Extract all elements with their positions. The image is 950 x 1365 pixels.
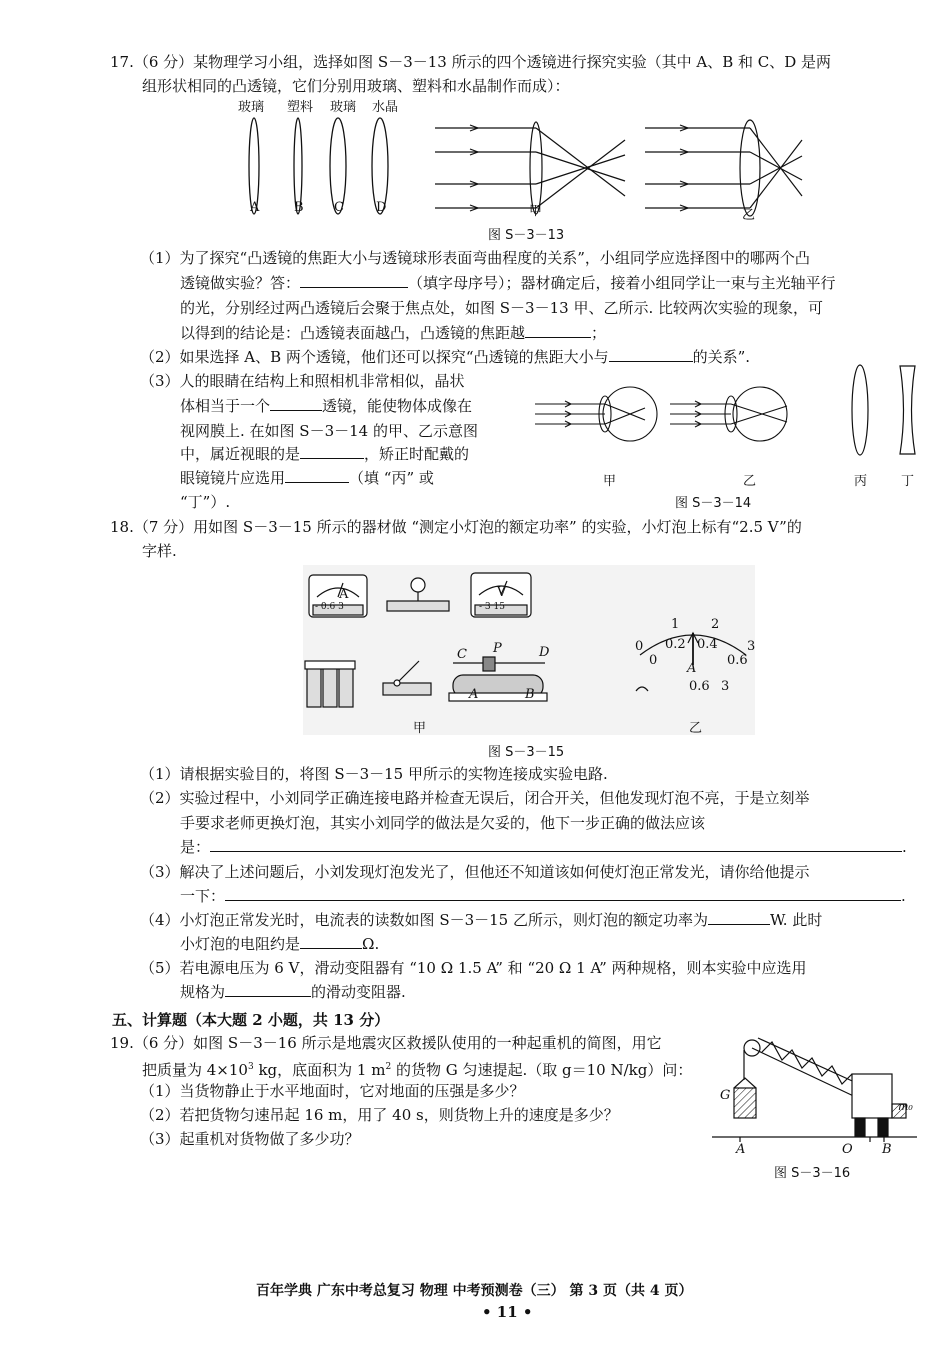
q19-line1: 19.（6 分）如图 S－3－16 所示是地震灾区救援队使用的一种起重机的简图，用它 bbox=[110, 1034, 662, 1052]
question-18 bbox=[110, 517, 920, 567]
dial-tick-06: 0.6 bbox=[727, 653, 748, 668]
cargo-g bbox=[734, 1088, 756, 1118]
lens-bing bbox=[852, 365, 868, 455]
q18-p2-line1: （2）实验过程中，小刘同学正确连接电路并检查无误后，闭合开关，但他发现灯泡不亮，于是立刻举 bbox=[140, 789, 810, 807]
dial-tick-1: 1 bbox=[671, 617, 680, 632]
lens-ding bbox=[900, 366, 915, 454]
answer-blank-10[interactable] bbox=[300, 934, 362, 949]
figure-s3-16 bbox=[712, 1030, 922, 1180]
question-19: 19.（6 分）如图 S－3－16 所示是地震灾区救援队使用的一种起重机的简图，用它 把质量为 $4\times 10^3$ kg，底面积为 1 $m^2$ 的货物 G 匀速提起.（取 g＝10 N/kg）问： （1）当货物静止于水平地面时，它对地面的压强是多少？ （2）若把货物匀速吊起 16 m，用了 40 s，则货物上升的速度是多少？ （3）起重机对货物做了多少功？ bbox=[110, 1034, 693, 1148]
caption-s3-15: 图 S－3－15 bbox=[488, 745, 565, 760]
rheostat-a: A bbox=[469, 687, 479, 702]
eye-yi bbox=[670, 387, 787, 441]
crane-diagram bbox=[712, 1030, 922, 1160]
voltmeter-letter: V bbox=[497, 585, 507, 600]
crane-label-m0: m₀ bbox=[898, 1100, 913, 1113]
rheostat-p: P bbox=[493, 641, 502, 656]
lens-material-d: 水晶 bbox=[372, 100, 399, 115]
q17-p1-line4: 以得到的结论是：凸透镜表面越凸，凸透镜的焦距越 ； bbox=[180, 324, 607, 342]
q18-p5-line1: （5）若电源电压为 6 V，滑动变阻器有 “10 Ω 1.5 A” 和 “20 Ω 1 A” 两种规格，则本实验中应选用 bbox=[140, 959, 807, 977]
dial-tick-3: 3 bbox=[747, 639, 756, 654]
caption-s3-16: 图 S－3－16 bbox=[774, 1166, 851, 1181]
ammeter-scale: - 0.6 3 bbox=[315, 602, 344, 612]
lens-letter-d: D bbox=[376, 200, 387, 215]
q17-p1-line3: 的光，分别经过两凸透镜后会聚于焦点处，如图 S－3－13 甲、乙所示. 比较两次实验的现象，可 bbox=[180, 299, 823, 317]
section-5-heading: 五、计算题（本大题 2 小题，共 13 分） bbox=[112, 1011, 390, 1029]
footer-line: 百年学典 广东中考总复习 物理 中考预测卷（三） 第 3 页（共 4 页） bbox=[256, 1283, 693, 1299]
q19-p1: （1）当货物静止于水平地面时，它对地面的压强是多少？ bbox=[140, 1082, 525, 1100]
answer-blank-2[interactable] bbox=[525, 323, 591, 338]
eye-diagram bbox=[535, 362, 925, 512]
answer-blank-4[interactable] bbox=[270, 396, 322, 411]
lens-material-c: 玻璃 bbox=[330, 100, 357, 115]
boom-truss bbox=[762, 1042, 852, 1084]
dial-unit: A bbox=[687, 661, 697, 676]
answer-blank-3[interactable] bbox=[609, 347, 693, 362]
answer-blank-5[interactable] bbox=[300, 444, 364, 459]
q18-p2-line2: 手要求老师更换灯泡，其实小刘同学的做法是欠妥的，他下一步正确的做法应该 bbox=[180, 814, 706, 832]
dial-tick-0-outer: 0 bbox=[635, 639, 644, 654]
fig15-label-yi: 乙 bbox=[689, 721, 703, 736]
eye-jia bbox=[535, 387, 657, 441]
bulb bbox=[387, 578, 449, 611]
rheostat-c: C bbox=[457, 647, 467, 662]
crane-label-b: B bbox=[882, 1142, 892, 1157]
dial-terminal-06: 0.6 bbox=[689, 679, 710, 694]
q19-p3: （3）起重机对货物做了多少功？ bbox=[140, 1130, 360, 1148]
page-number: • 11 • bbox=[482, 1303, 533, 1321]
q17-p3-line6: “丁”）. bbox=[180, 493, 231, 511]
lens-letter-c: C bbox=[334, 200, 344, 215]
q17-p3-line1: （3）人的眼睛在结构上和照相机非常相似，晶状 bbox=[140, 372, 465, 390]
q17-p3-line2: 体相当于一个 透镜，能使物体成像在 bbox=[180, 397, 473, 415]
figure-s3-14 bbox=[535, 362, 925, 512]
lens-letter-a: A bbox=[250, 200, 260, 215]
q17-p3-line3: 视网膜上. 在如图 S－3－14 的甲、乙示意图 bbox=[180, 422, 478, 440]
crane-label-o: O bbox=[842, 1142, 853, 1157]
answer-blank-8[interactable] bbox=[225, 886, 901, 901]
answer-blank-6[interactable] bbox=[285, 468, 349, 483]
q17-head-line2: 组形状相同的凸透镜，它们分别用玻璃、塑料和水晶制作而成）： bbox=[142, 77, 570, 95]
dial-terminal-3: 3 bbox=[721, 679, 730, 694]
lens-diagram bbox=[230, 96, 810, 241]
answer-blank-1[interactable] bbox=[300, 273, 408, 288]
figure-s3-13 bbox=[230, 96, 810, 241]
q18-p1: （1）请根据实验目的，将图 S－3－15 甲所示的实物连接成实验电路. bbox=[140, 765, 608, 783]
q17-p2: （2）如果选择 A、B 两个透镜，他们还可以探究“凸透镜的焦距大小与 的关系”. bbox=[140, 348, 751, 366]
q17-head-line1: 17.（6 分）某物理学习小组，选择如图 S－3－13 所示的四个透镜进行探究实验（其中 A、B 和 C、D 是两 bbox=[110, 53, 832, 71]
fig13-label-jia: 甲 bbox=[529, 204, 543, 219]
q18-head-line2: 字样. bbox=[142, 542, 177, 560]
caption-s3-14: 图 S－3－14 bbox=[675, 496, 752, 511]
dial-tick-04: 0.4 bbox=[697, 637, 718, 652]
caption-s3-13: 图 S－3－13 bbox=[488, 228, 565, 243]
fig13-label-yi: 乙 bbox=[742, 208, 756, 223]
lens-letter-b: B bbox=[294, 200, 304, 215]
q17-p1-line1: （1）为了探究“凸透镜的焦距大小与透镜球形表面弯曲程度的关系”，小组同学应选择图中的哪两个凸 bbox=[140, 249, 810, 267]
q19-p2: （2）若把货物匀速吊起 16 m，用了 40 s，则货物上升的速度是多少？ bbox=[140, 1106, 619, 1124]
answer-blank-11[interactable] bbox=[225, 982, 311, 997]
q18-parts: （1）请根据实验目的，将图 S－3－15 甲所示的实物连接成实验电路. （2）实验过程中，小刘同学正确连接电路并检查无误后，闭合开关，但他发现灯泡不亮，于是立刻举 手要求老师更换灯泡，其实小刘同学的做法是欠妥的，他下一步正确的做法应该 是： . （3）解决了上述问题后，小刘发现灯泡发光了，但他还不知道该如何使灯泡正常发光，请你给他提示 一下： . （4）小灯泡正常发光时，电流表的读数如图 S－3－15 乙所示，则灯泡的额定功率为 W. 此时 小灯泡的电阻约是 Ω. （5）若电源电压为 6 V，滑动变阻器有 “10 Ω 1.5 A” 和 “20 Ω 1 A” 两种规格，则本实验中应选用 规格为 的滑动变阻器. bbox=[140, 765, 907, 1001]
dial-tick-0-inner: 0 bbox=[649, 653, 658, 668]
figure-s3-15 bbox=[303, 565, 755, 735]
circuit-apparatus bbox=[303, 565, 755, 735]
crane-label-a: A bbox=[736, 1142, 746, 1157]
ray-diagram-yi bbox=[645, 120, 802, 216]
rheostat-d: D bbox=[539, 645, 550, 660]
fig14-label-ding: 丁 bbox=[901, 474, 915, 489]
fig14-label-bing: 丙 bbox=[854, 474, 868, 489]
lens-material-b: 塑料 bbox=[287, 100, 314, 115]
crane-label-g: G bbox=[720, 1088, 731, 1103]
dial-tick-2: 2 bbox=[711, 617, 720, 632]
crane-body bbox=[852, 1074, 892, 1118]
fig14-label-jia: 甲 bbox=[603, 474, 617, 489]
q17-part3-cont: 中，属近视眼的是 ，矫正时配戴的 眼镜镜片应选用 （填 “丙” 或 “丁”）. bbox=[180, 445, 470, 511]
dial-tick-02: 0.2 bbox=[665, 637, 686, 652]
answer-blank-7[interactable] bbox=[210, 837, 902, 852]
q17-p1-line2: 透镜做实验？答： （填字母序号）；器材确定后，接着小组同学让一束与主光轴平行 bbox=[180, 274, 836, 292]
q18-p3-line1: （3）解决了上述问题后，小刘发现灯泡发光了，但他还不知道该如何使灯泡正常发光，请你给他提示 bbox=[140, 863, 810, 881]
q18-head-line1: 18.（7 分）用如图 S－3－15 所示的器材做 “测定小灯泡的额定功率” 的实验，小灯泡上标有“2.5 V”的 bbox=[110, 518, 802, 536]
rheostat-b: B bbox=[525, 687, 535, 702]
switch bbox=[383, 661, 431, 695]
ammeter-letter: A bbox=[339, 587, 349, 602]
battery bbox=[305, 661, 355, 707]
lens-material-a: 玻璃 bbox=[238, 100, 265, 115]
voltmeter-scale: - 3 15 bbox=[479, 602, 505, 612]
fig14-label-yi: 乙 bbox=[743, 474, 757, 489]
answer-blank-9[interactable] bbox=[708, 910, 770, 925]
fig15-label-jia: 甲 bbox=[413, 721, 427, 736]
